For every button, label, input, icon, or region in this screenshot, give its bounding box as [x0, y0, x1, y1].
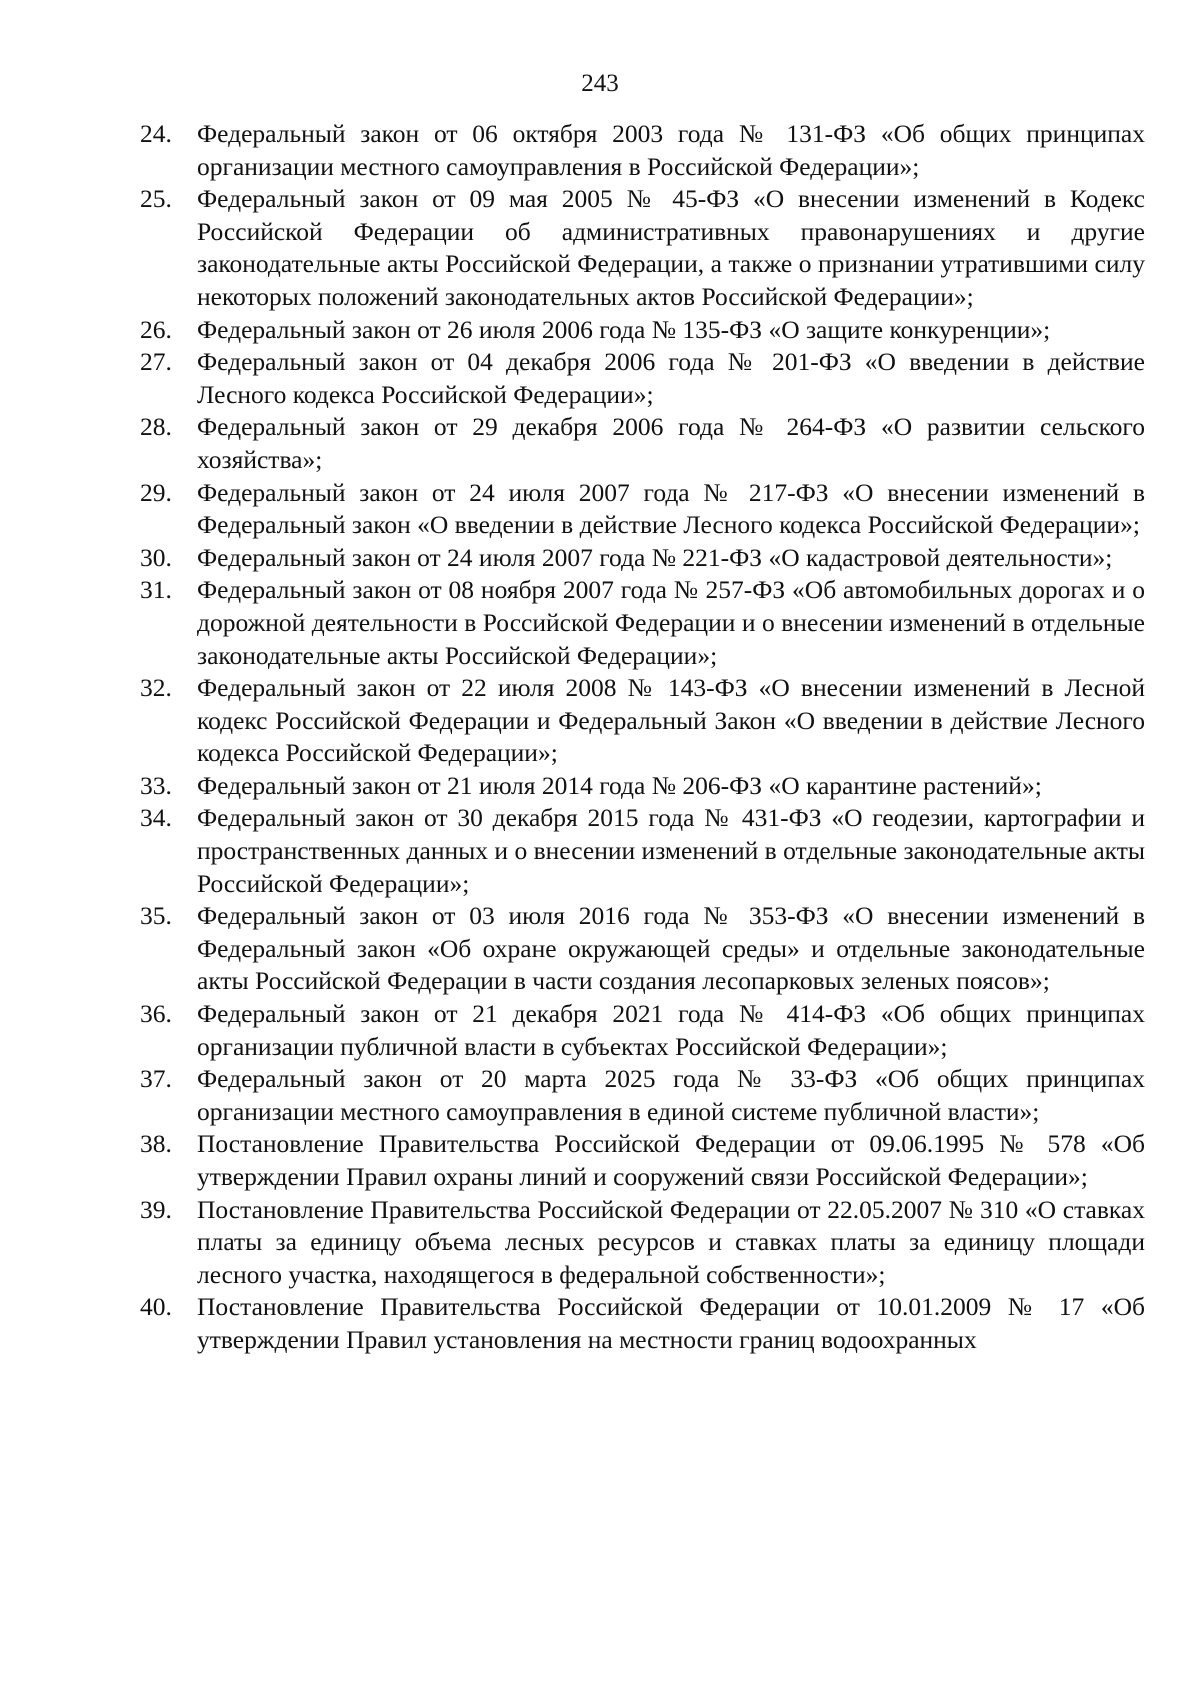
list-item-number: 39. [140, 1194, 172, 1224]
list-item-number: 25. [140, 184, 172, 214]
page-number: 243 [581, 70, 619, 97]
list-item [140, 900, 1145, 998]
list-item-number: 24. [140, 119, 172, 148]
list-item-number: 27. [140, 347, 172, 377]
list-item [140, 1291, 1145, 1356]
list-item-number: 38. [140, 1129, 172, 1159]
list-item [140, 574, 1145, 672]
list-item [140, 1063, 1145, 1128]
list-item-number: 36. [140, 999, 172, 1029]
list-item-text: Федеральный закон от 09 мая 2005 № 45-ФЗ «О внесении изменений в Кодекс Российской Федерации об административных правонарушениях и другие законодательные акты Российской Федерации, а также о признании утратившими силу некоторых положений законодательных актов Российской Федерации»; [197, 184, 1145, 311]
list-item-text: Федеральный закон от 03 июля 2016 года № 353-ФЗ «О внесении изменений в Федеральный закон «Об охране окружающей среды» и отдельные законодательные акты Российской Федерации в части создания лесопарковых зеленых поясов»; [197, 901, 1145, 996]
list-item-text: Федеральный закон от 06 октября 2003 года № 131-ФЗ «Об общих принципах организации местного самоуправления в Российской Федерации»; [197, 119, 1145, 181]
list-item-number: 26. [140, 314, 172, 344]
list-item-text: Федеральный закон от 24 июля 2007 года № 217-ФЗ «О внесении изменений в Федеральный закон «О введении в действие Лесного кодекса Российской Федерации»; [197, 477, 1145, 540]
legislation-list [140, 118, 1145, 1357]
list-item-text: Федеральный закон от 26 июля 2006 года № 135-ФЗ «О защите конкуренции»; [197, 314, 1051, 344]
list-item [140, 1128, 1145, 1193]
list-item-text: Федеральный закон от 21 декабря 2021 года № 414-ФЗ «Об общих принципах организации публичной власти в субъектах Российской Федерации»; [197, 999, 1145, 1061]
list-item-number: 33. [140, 770, 172, 800]
list-item-text: Федеральный закон от 29 декабря 2006 года № 264-ФЗ «О развитии сельского хозяйства»; [197, 412, 1145, 474]
list-item-number: 34. [140, 803, 172, 833]
list-item-text: Постановление Правительства Российской Федерации от 22.05.2007 № 310 «О ставках платы за единицу объема лесных ресурсов и ставках платы за единицу площади лесного участка, находящегося в федеральной собственности»; [197, 1194, 1145, 1289]
list-item-text: Постановление Правительства Российской Федерации от 10.01.2009 № 17 «Об утверждении Правил установления на местности границ водоохранных [197, 1292, 1145, 1354]
list-item-text: Федеральный закон от 30 декабря 2015 года № 431-ФЗ «О геодезии, картографии и пространственных данных и о внесении изменений в отдельные законодательные акты Российской Федерации»; [197, 803, 1145, 898]
list-item-number: 35. [140, 901, 172, 931]
list-item [140, 411, 1145, 476]
list-item-text: Федеральный закон от 22 июля 2008 № 143-ФЗ «О внесении изменений в Лесной кодекс Российской Федерации и Федеральный Закон «О введении в действие Лесного кодекса Российской Федерации»; [197, 673, 1145, 768]
list-item [140, 118, 1145, 183]
list-item-text: Федеральный закон от 24 июля 2007 года № 221-ФЗ «О кадастровой деятельности»; [197, 542, 1113, 572]
list-item [140, 346, 1145, 411]
list-item-text: Федеральный закон от 21 июля 2014 года № 206-ФЗ «О карантине растений»; [197, 770, 1042, 800]
list-item [140, 672, 1145, 770]
list-item-text: Постановление Правительства Российской Федерации от 09.06.1995 № 578 «Об утверждении Правил охраны линий и сооружений связи Российской Федерации»; [197, 1129, 1145, 1191]
list-item [140, 542, 1145, 575]
list-item [140, 183, 1145, 313]
list-item-text: Федеральный закон от 04 декабря 2006 года № 201-ФЗ «О введении в действие Лесного кодекса Российской Федерации»; [197, 347, 1145, 409]
list-item-number: 32. [140, 673, 172, 703]
list-item-number: 28. [140, 412, 172, 442]
list-item [140, 998, 1145, 1063]
list-item [140, 477, 1145, 542]
list-item-number: 31. [140, 575, 172, 605]
list-item-number: 37. [140, 1064, 172, 1094]
list-item-number: 30. [140, 542, 172, 572]
list-item-number: 29. [140, 477, 172, 507]
list-item-number: 40. [140, 1292, 172, 1322]
list-item [140, 770, 1145, 803]
list-item [140, 802, 1145, 900]
list-item [140, 1194, 1145, 1292]
list-item-text: Федеральный закон от 20 марта 2025 года № 33-ФЗ «Об общих принципах организации местного самоуправления в единой системе публичной власти»; [197, 1064, 1145, 1126]
list-item [140, 314, 1145, 347]
list-item-text: Федеральный закон от 08 ноября 2007 года № 257-ФЗ «Об автомобильных дорогах и о дорожной деятельности в Российской Федерации и о внесении изменений в отдельные законодательные акты Российской Федерации»; [197, 575, 1145, 670]
